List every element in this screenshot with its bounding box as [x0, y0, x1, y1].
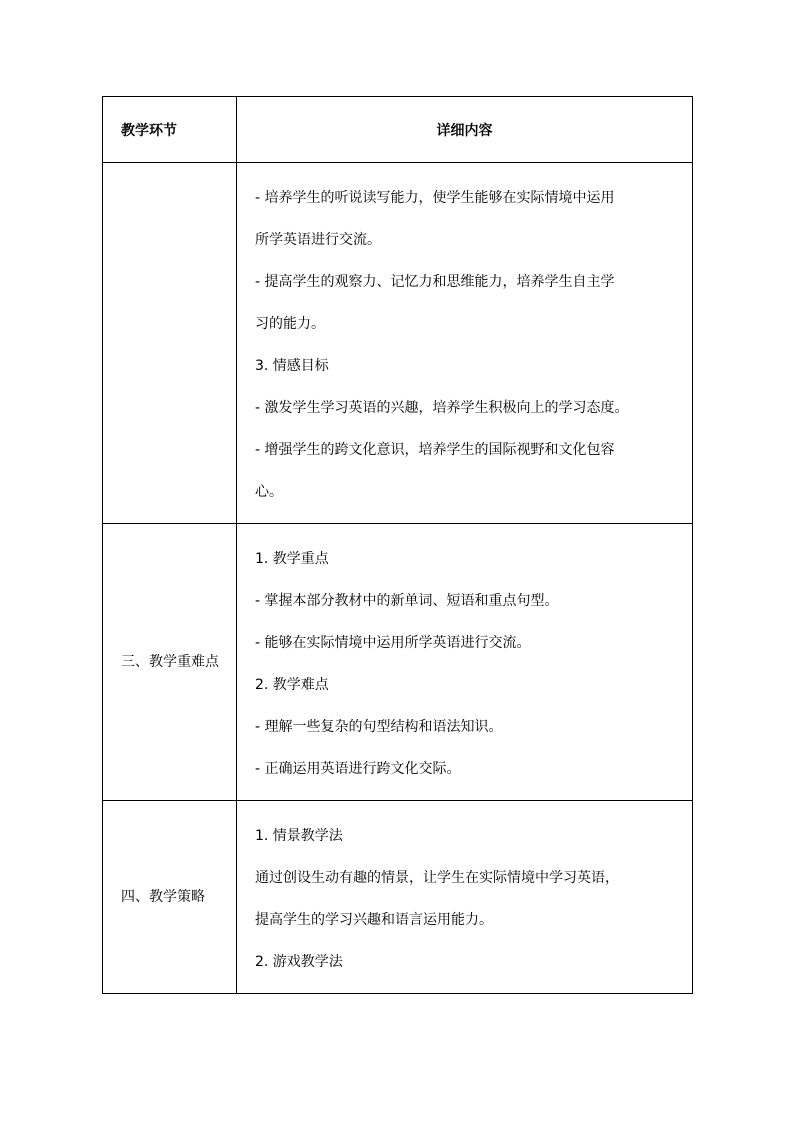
row-label — [103, 163, 237, 524]
table-header-row — [103, 97, 693, 163]
row-content — [237, 163, 693, 524]
content-line: 习的能力。 — [255, 316, 325, 332]
table-row — [103, 524, 693, 801]
content-line: 2. 教学难点 — [255, 677, 329, 693]
content-line: - 正确运用英语进行跨文化交际。 — [255, 761, 461, 777]
content-line: 心。 — [255, 484, 283, 500]
content-line: - 掌握本部分教材中的新单词、短语和重点句型。 — [255, 593, 559, 609]
content-line: 所学英语进行交流。 — [255, 232, 381, 248]
content-line: 提高学生的学习兴趣和语言运用能力。 — [255, 912, 493, 928]
content-line: 2. 游戏教学法 — [255, 954, 343, 970]
content-line: 1. 教学重点 — [255, 551, 329, 567]
content-line: - 提高学生的观察力、记忆力和思维能力，培养学生自主学 — [255, 274, 615, 290]
row-label: 四、教学策略 — [103, 801, 237, 994]
content-line: 3. 情感目标 — [255, 358, 329, 374]
header-teaching-stage: 教学环节 — [103, 97, 237, 163]
content-line: - 理解一些复杂的句型结构和语法知识。 — [255, 719, 503, 735]
row-label: 三、教学重难点 — [103, 524, 237, 801]
content-line: 通过创设生动有趣的情景，让学生在实际情境中学习英语， — [255, 870, 619, 886]
row-content — [237, 524, 693, 801]
content-line: - 培养学生的听说读写能力，使学生能够在实际情境中运用 — [255, 190, 615, 206]
content-line: 1. 情景教学法 — [255, 828, 343, 844]
table-row — [103, 163, 693, 524]
content-line: - 能够在实际情境中运用所学英语进行交流。 — [255, 635, 531, 651]
row-content — [237, 801, 693, 994]
lesson-plan-table — [102, 96, 693, 994]
header-details: 详细内容 — [237, 97, 693, 163]
table-row — [103, 801, 693, 994]
content-line: - 激发学生学习英语的兴趣，培养学生积极向上的学习态度。 — [255, 400, 629, 416]
content-line: - 增强学生的跨文化意识，培养学生的国际视野和文化包容 — [255, 442, 615, 458]
